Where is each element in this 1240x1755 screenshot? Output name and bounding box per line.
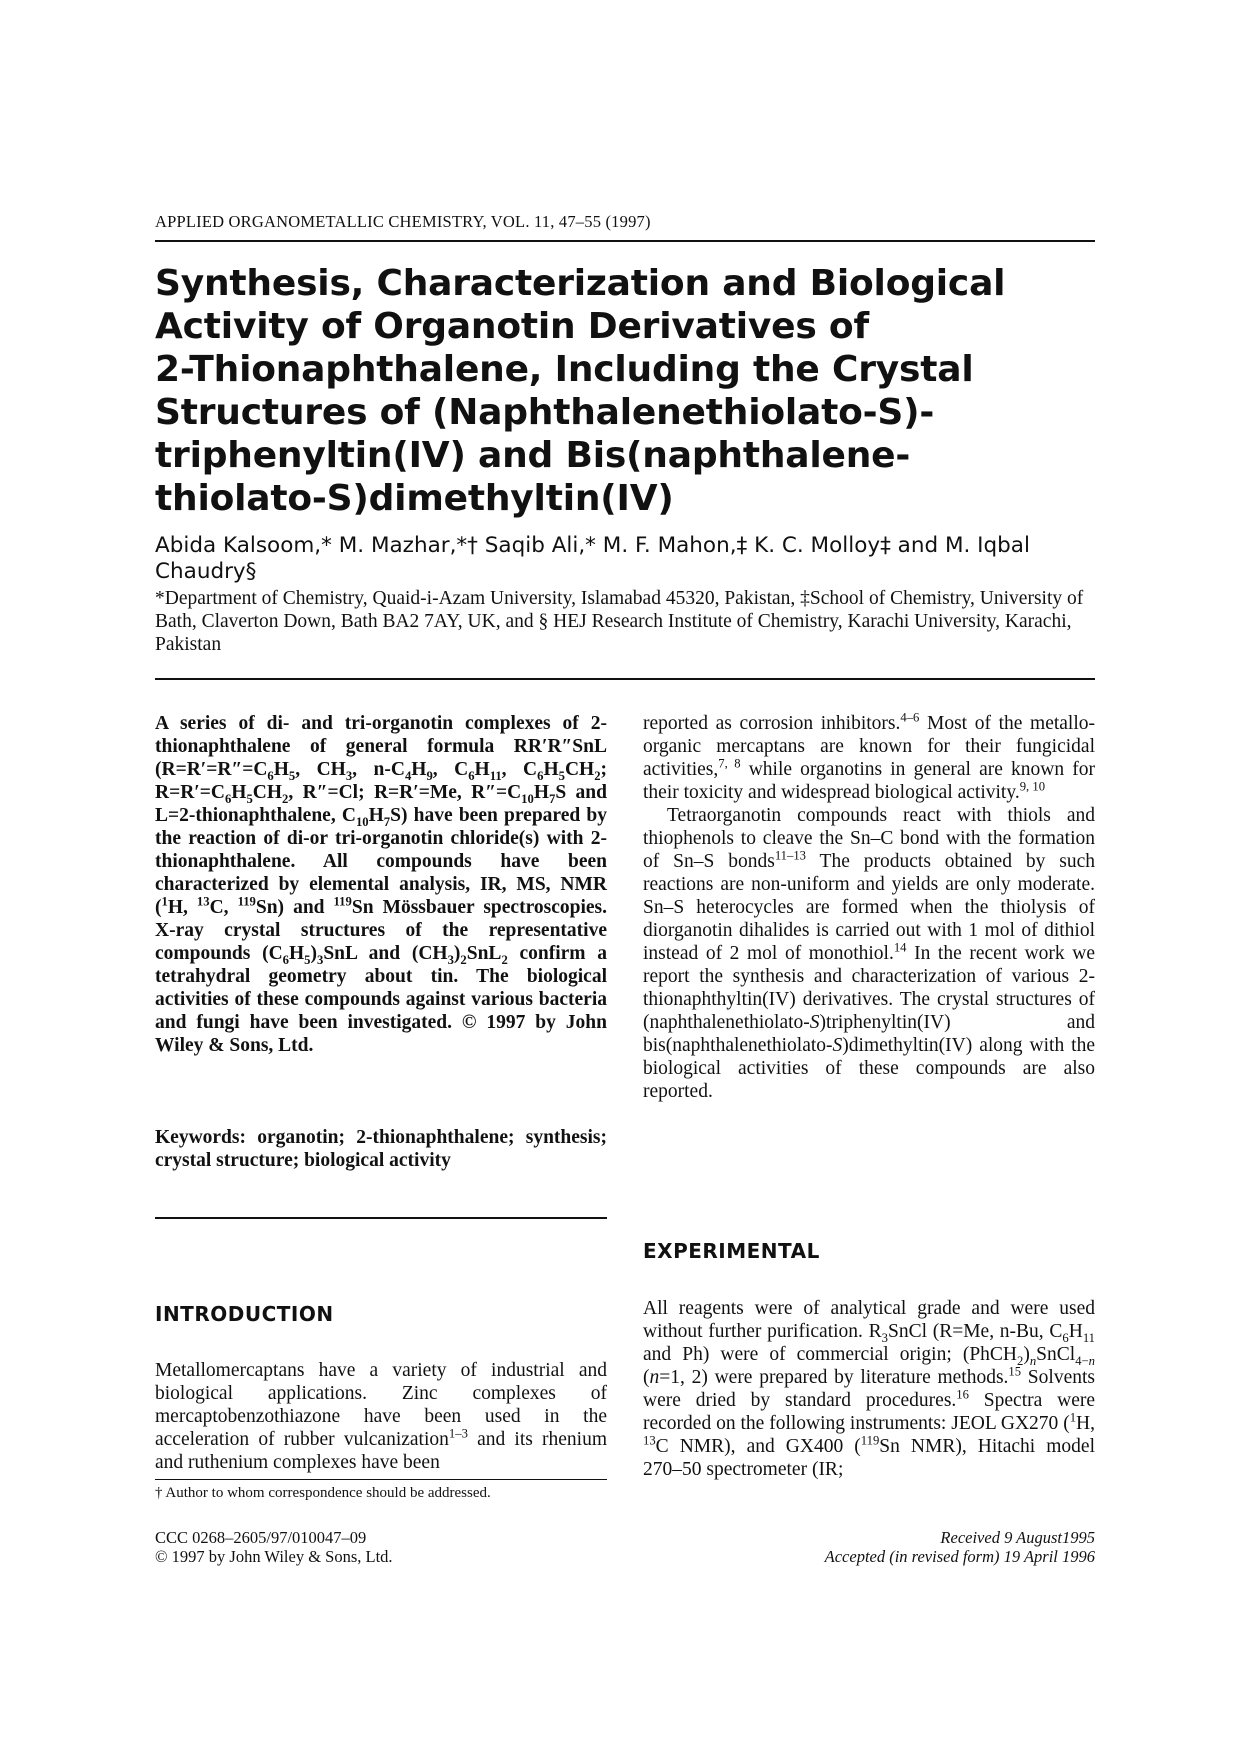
abstract-end-rule [155,1217,607,1219]
received-dates [825,1528,1095,1566]
title-line: thiolato-S)dimethyltin(IV) [155,478,674,519]
abstract-rule [155,678,1095,680]
accepted-date: Accepted (in revised form) 19 April 1996 [824,1547,1095,1566]
title-line: triphenyltin(IV) and Bis(naphthalene- [155,435,911,476]
copyright-block [155,1528,393,1566]
affiliations: *Department of Chemistry, Quaid-i-Azam University, Islamabad 45320, Pakistan, ‡School of Chemistry, University of Bath, Claverton Down, Bath BA2 7AY, UK, and § HEJ Research Institute of Chemistry, Karachi University, Karachi, Pakistan [155,588,1084,655]
running-head: APPLIED ORGANOMETALLIC CHEMISTRY, VOL. 11, 47–55 (1997) [155,212,651,231]
title-line: Activity of Organotin Derivatives of [155,306,869,347]
introduction-heading: INTRODUCTION [155,1302,334,1326]
keywords-text: organotin; 2-thionaphthalene; synthesis; crystal structure; biological activity [155,1127,607,1171]
abstract-text: A series of di- and tri-organotin complexes of 2-thionaphthalene of general formula RR′R″SnL ($R=R'=R''=C_6H_5$, $CH_3$, $n-C_4H_9$, $C_6H_{11}$, $C_6H_5CH_2$; $R=R'=C_6H_5CH_2$, R″=Cl; R=R′=Me, $R''=C_{10}H_7S$ and L=2-thionaphthalene, $C_{10}H_7S$) have been prepared by the reaction of di-or tri-organotin chloride(s) with 2-thionaphthalene. All compounds have been characterized by elemental analysis, IR, MS, NMR ($^1$H, $^{13}$C, $^{119}$Sn) and $^{119}$Sn Mössbauer spectroscopies. X-ray crystal structures of the representative compounds $(C_6H_5)_3SnL$ and $(CH_3)_2SnL_2$ confirm a tetrahydral geometry about tin. The biological activities of these compounds against various bacteria and fungi have been investigated. © 1997 by John Wiley & Sons, Ltd. [155,713,608,1056]
article-title [155,262,1115,520]
introduction-text: Metallomercaptans have a variety of industrial and biological applications. Zinc complexes of mercaptobenzothiazone have been used in the acceleration of rubber vulcanization$^{1-3}$ and its rhenium and ruthenium complexes have been [155,1360,607,1473]
correspondence-footnote: † Author to whom correspondence should be addressed. [155,1485,491,1501]
abstract [155,712,607,1057]
header-rule [155,240,1095,242]
introduction-continued: reported as corrosion inhibitors.$^{4-6}$ Most of the metallo-organic mercaptans are known for their fungicidal activities,$^{7, 8}$ while organotins in general are known for their toxicity and widespread biological activity.$^{9, 10}$ Tetraorganotin compounds react with thiols and thiophenols to cleave the Sn–C bond with the formation of Sn–S bonds$^{11-13}$ The products obtained by such reactions are non-uniform and yields are only moderate. Sn–S heterocycles are formed when the thiolysis of diorganotin dihalides is carried out with 1 mol of dithiol instead of 2 mol of monothiol.$^{14}$ In the recent work we report the synthesis and characterization of various 2-thionaphthyltin(IV) derivatives. The crystal structures of (naphthalenethiolato-S)triphenyltin(IV) and bis(naphthalenethiolato-S)dimethyltin(IV) along with the biological activities of these compounds are also reported. [643,710,1096,1102]
keywords-label: Keywords: [155,1127,246,1148]
abstract-copyright: © 1997 by John Wiley & Sons, Ltd. [155,1012,608,1056]
experimental-text: All reagents were of analytical grade and were used without further purification. $R_3SnCl$ (R=Me, n-Bu, $C_6H_{11}$ and Ph) were of commercial origin; $(PhCH_2)_nSnCl_{4-n}$ (n=1, 2) were prepared by literature methods.$^{15}$ Solvents were dried by standard procedures.$^{16}$ Spectra were recorded on the following instruments: JEOL GX270 ($^1$H, $^{13}$C NMR), and GX400 ($^{119}$Sn NMR), Hitachi model 270–50 spectrometer (IR; [643,1298,1095,1480]
experimental-heading: EXPERIMENTAL [643,1239,820,1263]
footnote-rule [155,1479,607,1480]
title-line: Structures of (Naphthalenethiolato-S)- [155,392,935,433]
ccc-line: CCC 0268–2605/97/010047–09 [155,1528,367,1547]
copyright-line: © 1997 by John Wiley & Sons, Ltd. [155,1547,393,1566]
title-line: Synthesis, Characterization and Biological [155,263,1006,304]
author-list: Abida Kalsoom,* M. Mazhar,*† Saqib Ali,* M. F. Mahon,‡ K. C. Molloy‡ and M. Iqbal Chaudry§ [155,533,1030,584]
keywords [155,1126,607,1172]
received-date: Received 9 August1995 [940,1528,1095,1547]
title-line: 2-Thionaphthalene, Including the Crystal [155,349,974,390]
